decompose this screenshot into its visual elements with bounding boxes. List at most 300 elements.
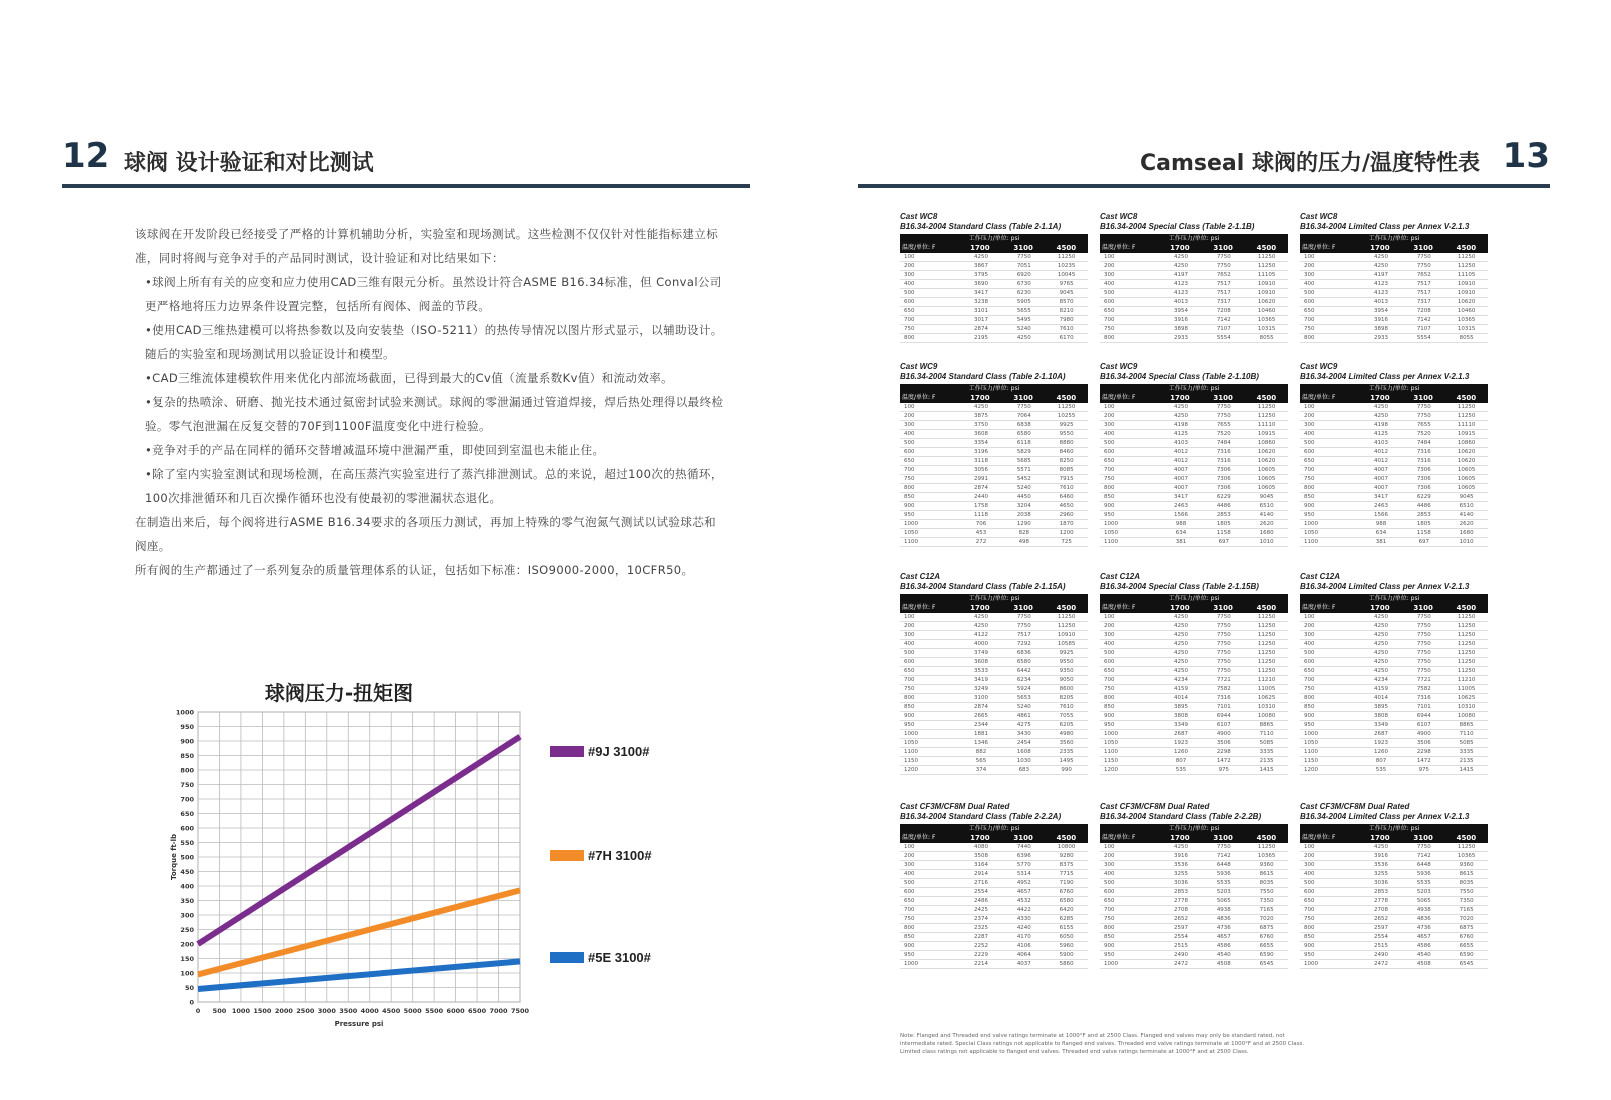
table-cell: 4250 — [974, 254, 989, 260]
table-cell: 3335 — [1459, 749, 1474, 755]
table-cell: 6396 — [1016, 853, 1031, 859]
table-cell: 4900 — [1216, 731, 1231, 737]
table-cell: 4540 — [1216, 952, 1231, 958]
table-row — [1100, 879, 1288, 888]
column-header: 温度/单位: F — [902, 604, 936, 611]
table-cell: 4250 — [1174, 659, 1189, 665]
table-cell: 3954 — [1374, 308, 1389, 314]
table-subtitle: B16.34-2004 Standard Class (Table 2-1.15A) — [900, 582, 1066, 591]
table-cell: 8250 — [1059, 458, 1074, 464]
table-subtitle: B16.34-2004 Special Class (Table 2-1.1B) — [1100, 222, 1255, 231]
column-header: 4500 — [1056, 604, 1077, 612]
column-header: 3100 — [1213, 394, 1233, 402]
table-cell: 7610 — [1059, 485, 1074, 491]
table-row — [1100, 703, 1288, 712]
table-cell: 7484 — [1416, 440, 1431, 446]
table-cell: 1881 — [974, 731, 989, 737]
y-tick-label: 700 — [180, 795, 194, 804]
table-cell: 700 — [1104, 317, 1115, 323]
table-row — [900, 520, 1088, 529]
table-cell: 7107 — [1416, 326, 1431, 332]
table-cell: 9280 — [1059, 853, 1074, 859]
column-header: 4500 — [1256, 834, 1277, 842]
table-cell: 100 — [1304, 614, 1315, 620]
table-unit-header: 工作压力/单位: psi — [1100, 384, 1288, 393]
table-cell: 1050 — [1304, 530, 1318, 536]
table-column-header — [900, 833, 1088, 843]
pt-table — [1300, 212, 1488, 343]
table-cell: 10620 — [1257, 449, 1276, 455]
table-cell: 7655 — [1216, 422, 1231, 428]
table-unit-header: 工作压力/单位: psi — [900, 384, 1088, 393]
table-cell: 3196 — [974, 449, 989, 455]
table-row — [1300, 640, 1488, 649]
table-cell: 6234 — [1016, 677, 1031, 683]
table-cell: 10365 — [1257, 317, 1276, 323]
table-cell: 4103 — [1374, 440, 1389, 446]
table-cell: 4250 — [1174, 668, 1189, 674]
table-cell: 3017 — [974, 317, 989, 323]
table-cell: 7306 — [1416, 476, 1431, 482]
table-cell: 9045 — [1059, 290, 1074, 296]
table-row — [1300, 325, 1488, 334]
table-cell: 400 — [1304, 641, 1315, 647]
table-row — [1300, 280, 1488, 289]
table-row — [1300, 430, 1488, 439]
table-row — [900, 412, 1088, 421]
table-row — [1100, 897, 1288, 906]
pt-table — [1300, 572, 1488, 775]
column-header: 1700 — [1170, 604, 1190, 612]
table-cell: 5554 — [1416, 335, 1431, 341]
legend-swatch — [550, 746, 584, 757]
table-cell: 2687 — [1374, 731, 1389, 737]
table-row — [1100, 457, 1288, 466]
table-cell: 5535 — [1416, 880, 1431, 886]
table-cell: 3508 — [974, 853, 989, 859]
table-cell: 3164 — [974, 862, 989, 868]
table-cell: 4736 — [1416, 925, 1431, 931]
left-page-number: 12 — [62, 136, 110, 176]
table-cell: 7517 — [1016, 632, 1031, 638]
table-cell: 7316 — [1416, 449, 1431, 455]
table-cell: 3608 — [974, 659, 989, 665]
table-row — [900, 484, 1088, 493]
table-row — [1300, 631, 1488, 640]
table-row — [1300, 861, 1488, 870]
column-header: 3100 — [1213, 244, 1233, 252]
table-row — [900, 852, 1088, 861]
table-cell: 4250 — [1174, 650, 1189, 656]
table-cell: 9925 — [1059, 650, 1074, 656]
table-title: Cast WC9 — [1100, 362, 1138, 371]
table-cell: 1000 — [904, 961, 918, 967]
table-cell: 600 — [1304, 659, 1315, 665]
table-cell: 200 — [1304, 623, 1315, 629]
table-title: Cast C12A — [1100, 572, 1141, 581]
table-cell: 7750 — [1416, 614, 1431, 620]
table-cell: 5829 — [1016, 449, 1031, 455]
table-row — [1300, 739, 1488, 748]
table-cell: 700 — [1304, 907, 1315, 913]
table-cell: 6836 — [1016, 650, 1031, 656]
table-cell: 100 — [904, 404, 915, 410]
table-cell: 1870 — [1059, 521, 1074, 527]
table-row — [1100, 640, 1288, 649]
table-row — [1300, 289, 1488, 298]
table-cell: 4012 — [1374, 458, 1389, 464]
table-row — [900, 960, 1088, 969]
table-cell: 100 — [1104, 614, 1115, 620]
bullet-paragraph: •复杂的热喷涂、研磨、抛光技术通过氦密封试验来测试。球阀的零泄漏通过管道焊接，焊后热处理得以最终检验。零气泡泄漏在反复交替的70F到1100F温度变化中进行检验。 — [145, 395, 724, 433]
table-subtitle: B16.34-2004 Special Class (Table 2-1.10B) — [1100, 372, 1259, 381]
table-subtitle: B16.34-2004 Special Class (Table 2-1.15B) — [1100, 582, 1259, 591]
table-cell: 400 — [1304, 871, 1315, 877]
pt-table — [900, 572, 1088, 775]
y-tick-label: 450 — [180, 868, 194, 876]
table-cell: 4123 — [1174, 290, 1189, 296]
table-cell: 7306 — [1416, 485, 1431, 491]
table-row — [900, 843, 1088, 852]
table-cell: 3895 — [1174, 704, 1189, 710]
table-cell: 2298 — [1216, 749, 1231, 755]
table-cell: 8375 — [1059, 862, 1074, 868]
table-row — [900, 466, 1088, 475]
left-page-header — [62, 128, 750, 188]
table-cell: 2195 — [974, 335, 989, 341]
table-cell: 1010 — [1459, 539, 1474, 545]
table-cell: 4234 — [1174, 677, 1189, 683]
table-cell: 5936 — [1416, 871, 1431, 877]
table-cell: 7750 — [1016, 404, 1031, 410]
table-cell: 4586 — [1416, 943, 1431, 949]
table-row — [900, 897, 1088, 906]
table-cell: 400 — [1104, 641, 1115, 647]
table-cell: 700 — [904, 907, 915, 913]
table-cell: 800 — [904, 925, 915, 931]
bullet-paragraph: •竞争对手的产品在同样的循环交替增减温环境中泄漏严重，即使回到室温也未能止住。 — [145, 443, 605, 457]
table-row — [1100, 298, 1288, 307]
table-cell: 300 — [904, 422, 915, 428]
x-tick-label: 2500 — [296, 1007, 315, 1015]
table-cell: 7750 — [1216, 413, 1231, 419]
table-cell: 1030 — [1016, 758, 1031, 764]
table-cell: 6448 — [1416, 862, 1431, 868]
table-cell: 900 — [904, 943, 915, 949]
table-cell: 7750 — [1216, 650, 1231, 656]
table-cell: 650 — [1104, 308, 1115, 314]
y-tick-label: 850 — [180, 752, 194, 760]
table-cell: 4012 — [1174, 449, 1189, 455]
table-cell: 200 — [904, 263, 915, 269]
table-cell: 200 — [1104, 263, 1115, 269]
y-tick-label: 150 — [180, 955, 194, 963]
table-cell: 4650 — [1059, 503, 1074, 509]
table-cell: 4197 — [1174, 272, 1189, 278]
table-row — [1100, 888, 1288, 897]
table-row — [900, 529, 1088, 538]
table-cell: 4007 — [1174, 485, 1189, 491]
table-cell: 4250 — [1174, 413, 1189, 419]
table-cell: 7750 — [1216, 254, 1231, 260]
table-cell: 750 — [1304, 686, 1315, 692]
x-tick-label: 6500 — [468, 1007, 487, 1015]
table-cell: 7750 — [1416, 413, 1431, 419]
table-cell: 8210 — [1059, 308, 1074, 314]
table-cell: 1000 — [1304, 961, 1318, 967]
table-row — [1300, 466, 1488, 475]
table-cell: 200 — [1104, 413, 1115, 419]
table-cell: 7750 — [1416, 632, 1431, 638]
table-cell: 600 — [904, 659, 915, 665]
table-cell: 7582 — [1216, 686, 1231, 692]
table-cell: 2708 — [1174, 907, 1189, 913]
pt-rating-tables — [900, 212, 1510, 1032]
table-cell: 850 — [1104, 494, 1115, 500]
column-header: 4500 — [1256, 394, 1277, 402]
column-header: 温度/单位: F — [1102, 604, 1136, 611]
right-page-header — [858, 128, 1550, 188]
table-cell: 300 — [904, 272, 915, 278]
x-tick-label: 5000 — [403, 1007, 422, 1015]
table-cell: 500 — [904, 440, 915, 446]
table-row — [1100, 951, 1288, 960]
table-cell: 100 — [904, 614, 915, 620]
table-cell: 8865 — [1259, 722, 1274, 728]
table-cell: 3417 — [1174, 494, 1189, 500]
table-cell: 4197 — [1374, 272, 1389, 278]
table-cell: 697 — [1418, 539, 1430, 545]
table-row — [1300, 262, 1488, 271]
table-row — [1300, 520, 1488, 529]
table-row — [1100, 906, 1288, 915]
table-cell: 7316 — [1216, 449, 1231, 455]
table-cell: 100 — [1304, 254, 1315, 260]
table-cell: 4836 — [1216, 916, 1231, 922]
table-cell: 10605 — [1457, 485, 1476, 491]
table-row — [1300, 879, 1488, 888]
table-cell: 1680 — [1259, 530, 1274, 536]
table-cell: 7190 — [1059, 880, 1074, 886]
table-cell: 9550 — [1059, 659, 1074, 665]
table-cell: 8035 — [1259, 880, 1274, 886]
table-subtitle: B16.34-2004 Standard Class (Table 2-2.2B) — [1100, 812, 1262, 821]
table-cell: 500 — [904, 290, 915, 296]
pt-table — [1300, 362, 1488, 547]
table-row — [900, 766, 1088, 775]
table-cell: 4250 — [974, 614, 989, 620]
table-unit-header: 工作压力/单位: psi — [1300, 824, 1488, 833]
table-cell: 4250 — [1374, 263, 1389, 269]
table-cell: 2620 — [1459, 521, 1474, 527]
table-cell: 300 — [1304, 422, 1315, 428]
table-cell: 700 — [1304, 677, 1315, 683]
table-row — [900, 640, 1088, 649]
table-cell: 10605 — [1457, 467, 1476, 473]
table-cell: 4159 — [1374, 686, 1389, 692]
table-cell: 7142 — [1416, 317, 1431, 323]
table-cell: 1158 — [1416, 530, 1431, 536]
table-cell: 750 — [904, 326, 915, 332]
table-cell: 7316 — [1416, 695, 1431, 701]
table-cell: 900 — [1304, 943, 1315, 949]
table-cell: 700 — [1104, 467, 1115, 473]
column-header: 1700 — [1370, 604, 1390, 612]
table-cell: 4007 — [1374, 467, 1389, 473]
table-row — [900, 613, 1088, 622]
table-cell: 200 — [904, 623, 915, 629]
table-cell: 7915 — [1059, 476, 1074, 482]
table-cell: 7208 — [1216, 308, 1231, 314]
table-cell: 7316 — [1216, 695, 1231, 701]
table-cell: 10620 — [1257, 299, 1276, 305]
table-cell: 2708 — [1374, 907, 1389, 913]
table-cell: 4586 — [1216, 943, 1231, 949]
table-column-header — [1100, 603, 1288, 613]
table-cell: 5452 — [1016, 476, 1031, 482]
table-row — [1100, 421, 1288, 430]
table-cell: 6655 — [1259, 943, 1274, 949]
table-row — [900, 870, 1088, 879]
table-subtitle: B16.34-2004 Limited Class per Annex V-2.1.3 — [1300, 372, 1470, 381]
table-cell: 3238 — [974, 299, 989, 305]
table-row — [1300, 412, 1488, 421]
table-cell: 10080 — [1257, 713, 1276, 719]
column-header: 1700 — [1370, 244, 1390, 252]
table-cell: 4250 — [1374, 641, 1389, 647]
table-row — [1300, 448, 1488, 457]
table-row — [1100, 280, 1288, 289]
table-cell: 11250 — [1257, 404, 1276, 410]
table-cell: 3506 — [1416, 740, 1431, 746]
table-subtitle: B16.34-2004 Standard Class (Table 2-1.1A) — [900, 222, 1062, 231]
table-cell: 11250 — [1457, 650, 1476, 656]
table-cell: 750 — [1304, 326, 1315, 332]
table-cell: 1566 — [1174, 512, 1189, 518]
column-header: 4500 — [1456, 394, 1477, 402]
table-row — [900, 430, 1088, 439]
table-cell: 4125 — [1374, 431, 1389, 437]
table-cell: 11250 — [1457, 641, 1476, 647]
table-cell: 500 — [1304, 440, 1315, 446]
table-cell: 7750 — [1416, 263, 1431, 269]
y-tick-label: 100 — [180, 969, 194, 978]
table-cell: 800 — [1104, 695, 1115, 701]
table-cell: 800 — [904, 695, 915, 701]
table-cell: 8035 — [1459, 880, 1474, 886]
table-cell: 4250 — [1374, 844, 1389, 850]
y-tick-label: 650 — [180, 810, 194, 818]
table-row — [1300, 307, 1488, 316]
table-row — [900, 439, 1088, 448]
table-cell: 4657 — [1216, 934, 1231, 940]
table-row — [900, 325, 1088, 334]
table-cell: 6875 — [1459, 925, 1474, 931]
table-cell: 4250 — [1374, 413, 1389, 419]
table-cell: 4080 — [974, 844, 989, 850]
y-tick-label: 0 — [189, 998, 194, 1007]
table-cell: 4140 — [1459, 512, 1474, 518]
table-cell: 1050 — [904, 530, 918, 536]
table-cell: 9045 — [1259, 494, 1274, 500]
pt-table — [1100, 212, 1288, 343]
table-row — [1100, 307, 1288, 316]
table-cell: 7750 — [1416, 641, 1431, 647]
table-cell: 900 — [1104, 503, 1115, 509]
table-row — [900, 712, 1088, 721]
table-cell: 10910 — [1257, 290, 1276, 296]
table-cell: 453 — [975, 530, 987, 536]
x-tick-label: 1000 — [231, 1007, 250, 1015]
y-tick-label: 900 — [180, 737, 194, 746]
table-cell: 3506 — [1216, 740, 1231, 746]
table-cell: 600 — [1104, 659, 1115, 665]
paragraph: 所有阀的生产都通过了一系列复杂的质量管理体系的认证，包括如下标准：ISO9000-2000，10CFR50。 — [135, 563, 694, 577]
table-cell: 4980 — [1059, 731, 1074, 737]
table-cell: 634 — [1375, 530, 1387, 536]
pt-table — [1100, 362, 1288, 547]
table-row — [900, 316, 1088, 325]
table-cell: 2652 — [1174, 916, 1189, 922]
table-cell: 10605 — [1257, 476, 1276, 482]
table-cell: 4106 — [1016, 943, 1031, 949]
table-cell: 2490 — [1174, 952, 1189, 958]
table-row — [1300, 529, 1488, 538]
table-cell: 11250 — [1257, 632, 1276, 638]
table-cell: 850 — [904, 494, 915, 500]
table-cell: 4250 — [1174, 623, 1189, 629]
table-cell: 2038 — [1016, 512, 1031, 518]
x-tick-label: 3000 — [317, 1007, 336, 1015]
table-title: Cast WC8 — [1100, 212, 1138, 221]
table-cell: 1923 — [1174, 740, 1189, 746]
table-cell: 6460 — [1059, 494, 1074, 500]
table-cell: 1415 — [1459, 767, 1474, 773]
table-cell: 3916 — [1174, 317, 1189, 323]
column-header: 3100 — [1413, 604, 1433, 612]
table-cell: 100 — [1304, 844, 1315, 850]
table-row — [1100, 748, 1288, 757]
table-cell: 7582 — [1416, 686, 1431, 692]
table-row — [900, 861, 1088, 870]
table-cell: 2472 — [1174, 961, 1189, 967]
table-cell: 300 — [1304, 862, 1315, 868]
table-row — [900, 879, 1088, 888]
table-cell: 2652 — [1374, 916, 1389, 922]
table-cell: 11250 — [1457, 659, 1476, 665]
table-cell: 2515 — [1174, 943, 1189, 949]
table-cell: 800 — [1304, 335, 1315, 341]
table-row — [1300, 685, 1488, 694]
table-cell: 3808 — [1174, 713, 1189, 719]
column-header: 1700 — [970, 394, 990, 402]
table-cell: 7020 — [1459, 916, 1474, 922]
table-cell: 4250 — [1374, 254, 1389, 260]
table-cell: 10605 — [1257, 485, 1276, 491]
table-cell: 4450 — [1016, 494, 1031, 500]
column-header: 温度/单位: F — [902, 834, 936, 841]
table-column-header — [900, 243, 1088, 253]
table-cell: 3430 — [1016, 731, 1031, 737]
pt-table — [900, 212, 1088, 343]
table-cell: 2620 — [1259, 521, 1274, 527]
table-column-header — [1300, 603, 1488, 613]
x-tick-label: 0 — [195, 1007, 201, 1015]
table-cell: 750 — [904, 476, 915, 482]
table-cell: 100 — [904, 254, 915, 260]
table-cell: 9925 — [1059, 422, 1074, 428]
table-cell: 6655 — [1459, 943, 1474, 949]
